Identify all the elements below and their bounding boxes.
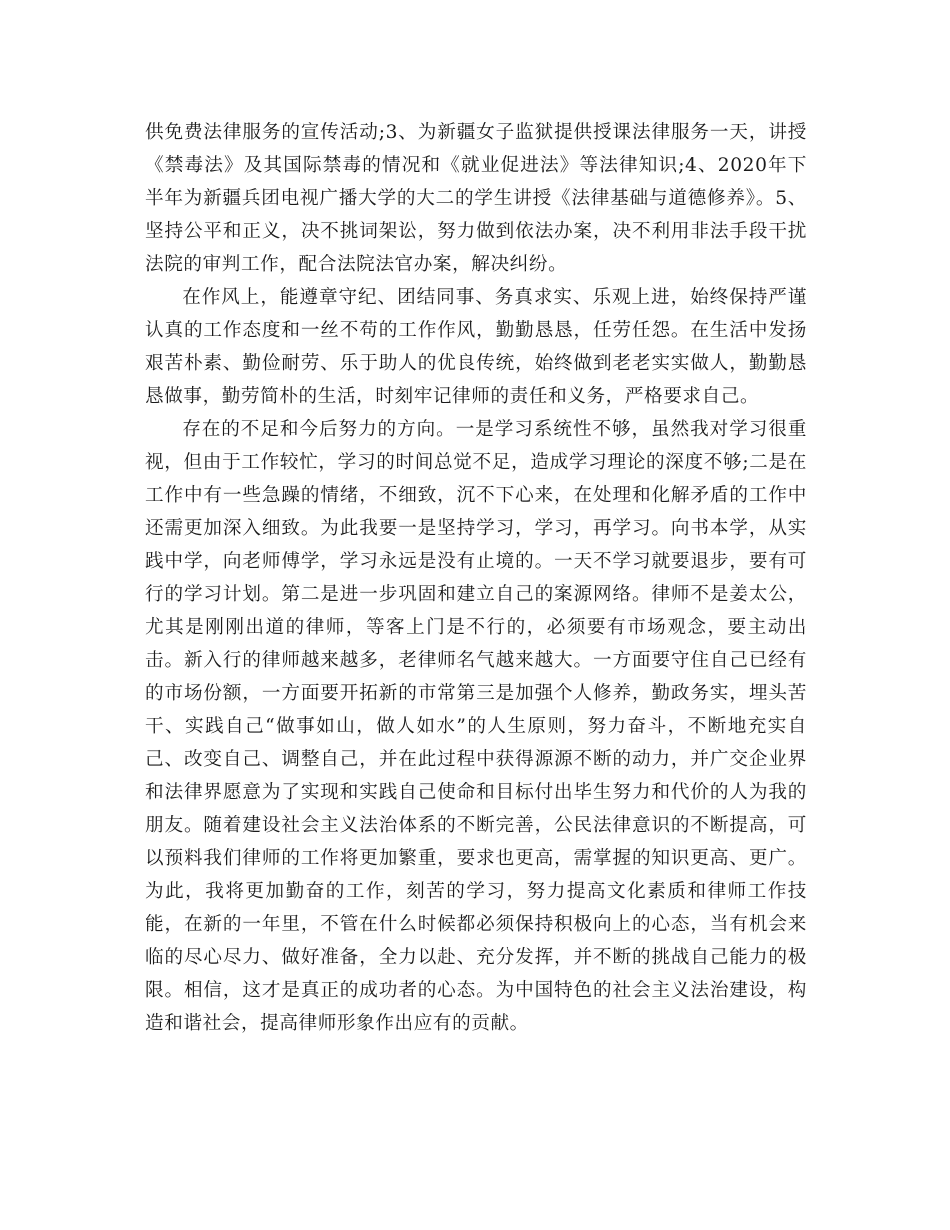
document-body <box>145 116 807 1040</box>
paragraph-2: 在作风上，能遵章守纪、团结同事、务真求实、乐观上进，始终保持严谨认真的工作态度和一丝不苟的工作作风，勤勤恳恳，任劳任怨。在生活中发扬艰苦朴素、勤俭耐劳、乐于助人的优良传统，始终做到老老实实做人，勤勤恳恳做事，勤劳简朴的生活，时刻牢记律师的责任和义务，严格要求自己。 <box>145 287 807 407</box>
paragraph-3: 存在的不足和今后努力的方向。一是学习系统性不够，虽然我对学习很重视，但由于工作较忙，学习的时间总觉不足，造成学习理论的深度不够;二是在工作中有一些急躁的情绪，不细致，沉不下心来，在处理和化解矛盾的工作中还需更加深入细致。为此我要一是坚持学习，学习，再学习。向书本学，从实践中学，向老师傅学，学习永远是没有止境的。一天不学习就要退步，要有可行的学习计划。第二是进一步巩固和建立自己的案源网络。律师不是姜太公，尤其是刚刚出道的律师，等客上门是不行的，必须要有市场观念，要主动出击。新入行的律师越来越多，老律师名气越来越大。一方面要守住自己已经有的市场份额，一方面要开拓新的市常第三是加强个人修养，勤政务实，埋头苦干、实践自己“做事如山，做人如水”的人生原则，努力奋斗，不断地充实自己、改变自己、调整自己，并在此过程中获得源源不断的动力，并广交企业界和法律界愿意为了实现和实践自己使命和目标付出毕生努力和代价的人为我的朋友。随着建设社会主义法治体系的不断完善，公民法律意识的不断提高，可以预料我们律师的工作将更加繁重，要求也更高，需掌握的知识更高、更广。为此，我将更加勤奋的工作，刻苦的学习，努力提高文化素质和律师工作技能，在新的一年里，不管在什么时候都必须保持积极向上的心态，当有机会来临的尽心尽力、做好准备，全力以赴、充分发挥，并不断的挑战自己能力的极限。相信，这才是真正的成功者的心态。为中国特色的社会主义法治建设，构造和谐社会，提高律师形象作出应有的贡献。 <box>145 419 807 1034</box>
paragraph-1: 供免费法律服务的宣传活动;3、为新疆女子监狱提供授课法律服务一天，讲授《禁毒法》及其国际禁毒的情况和《就业促进法》等法律知识;4、2020年下半年为新疆兵团电视广播大学的大二的学生讲授《法律基础与道德修养》。5、坚持公平和正义，决不挑词架讼，努力做到依法办案，决不利用非法手段干扰法院的审判工作，配合法院法官办案，解决纠纷。 <box>145 122 807 275</box>
